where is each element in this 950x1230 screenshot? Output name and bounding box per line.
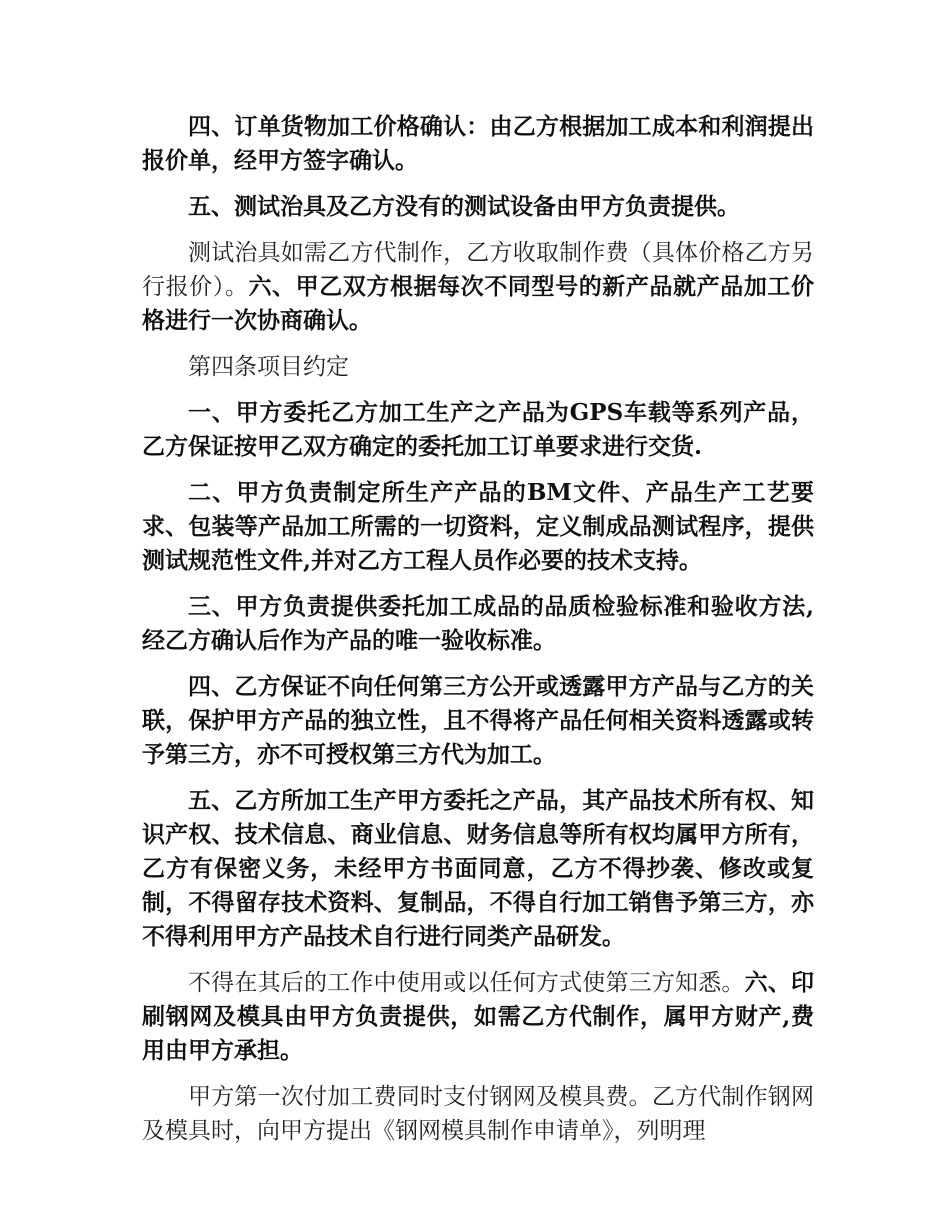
document-page [142, 110, 814, 1160]
paragraph-price-confirmation [142, 110, 814, 178]
paragraph-text: 二、甲方负责制定所生产产品的BM文件、产品生产工艺要求、包装等产品加工所需的一切资料，定义制成品测试程序，提供测试规范性文件,并对乙方工程人员作必要的技术支持。 [142, 479, 814, 574]
paragraph-text: 五、测试治具及乙方没有的测试设备由甲方负责提供。 [188, 193, 740, 220]
paragraph-text: 四、乙方保证不向任何第三方公开或透露甲方产品与乙方的关联，保护甲方产品的独立性，且不得将产品任何相关资料透露或转予第三方，亦不可授权第三方代为加工。 [142, 673, 814, 768]
paragraph-text-plain: 不得在其后的工作中使用或以任何方式使第三方知悉。 [188, 970, 745, 996]
section-heading-article-four [142, 350, 814, 384]
paragraph-stencil-molds [142, 966, 814, 1068]
section-heading-text: 第四条项目约定 [188, 354, 349, 380]
paragraph-text: 三、甲方负责提供委托加工成品的品质检验标准和验收方法,经乙方确认后作为产品的唯一验收标准。 [142, 593, 814, 654]
paragraph-text: 一、甲方委托乙方加工生产之产品为GPS车载等系列产品，乙方保证按甲乙双方确定的委托加工订单要求进行交货. [142, 399, 814, 460]
paragraph-mold-payment [142, 1080, 814, 1148]
paragraph-quality-standard [142, 590, 814, 658]
paragraph-documentation [142, 476, 814, 578]
paragraph-confidentiality [142, 670, 814, 772]
paragraph-text-plain: 测试治具如需乙方代制作，乙方收取制作费（具体价格乙方另行报价）。 [142, 240, 814, 300]
paragraph-text: 五、乙方所加工生产甲方委托之产品，其产品技术所有权、知识产权、技术信息、商业信息、财务信息等所有权均属甲方所有，乙方有保密义务，未经甲方书面同意，乙方不得抄袭、修改或复制，不得留存技术资料、复制品，不得自行加工销售予第三方，亦不得利用甲方产品技术自行进行同类产品研发。 [142, 787, 814, 950]
paragraph-fixture-fee [142, 236, 814, 338]
paragraph-product-scope [142, 396, 814, 464]
paragraph-text: 四、订单货物加工价格确认：由乙方根据加工成本和利润提出报价单，经甲方签字确认。 [142, 113, 814, 174]
paragraph-text-bold: 六、甲乙双方根据每次不同型号的新产品就产品加工价格进行一次协商确认。 [142, 273, 815, 334]
paragraph-text-plain: 甲方第一次付加工费同时支付钢网及模具费。乙方代制作钢网及模具时，向甲方提出《钢网模具制作申请单》，列明理 [142, 1084, 814, 1144]
paragraph-text-bold: 六、印刷钢网及模具由甲方负责提供，如需乙方代制作，属甲方财产,费用由甲方承担。 [142, 969, 815, 1064]
paragraph-ownership [142, 784, 814, 954]
paragraph-test-fixtures [142, 190, 814, 224]
